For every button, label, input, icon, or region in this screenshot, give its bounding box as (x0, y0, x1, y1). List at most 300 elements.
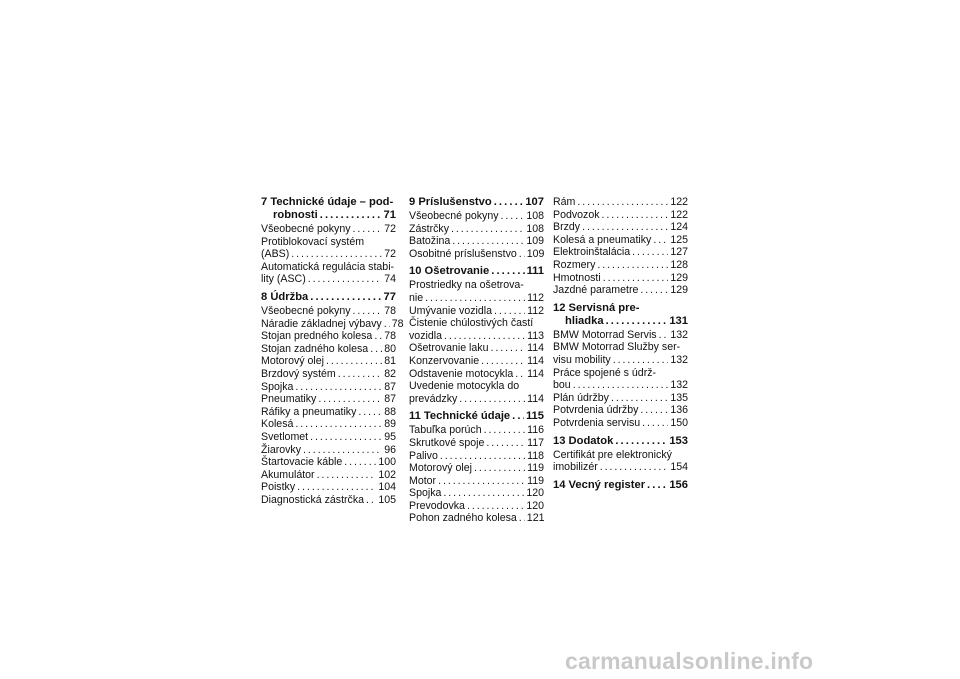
toc-entry[interactable] (261, 456, 396, 469)
dot-leader (384, 318, 390, 331)
toc-entry-title: Svetlomet (261, 430, 309, 443)
toc-entry[interactable] (553, 259, 688, 272)
dot-leader (308, 273, 382, 286)
dot-leader (425, 292, 525, 305)
dot-leader (615, 435, 667, 448)
dot-leader (494, 305, 525, 318)
toc-entry-title: Potvrdenia servisu (553, 416, 641, 429)
toc-entry-title-line: Protiblokovací systém (261, 235, 365, 248)
toc-entry-title: vozidla (409, 329, 442, 342)
dot-leader (310, 431, 382, 444)
toc-entry[interactable] (553, 417, 688, 430)
toc-entry-title: 8 Údržba (261, 290, 309, 303)
toc-entry-line (553, 246, 688, 259)
toc-entry[interactable] (261, 317, 404, 331)
toc-entry-line (261, 223, 396, 236)
toc-entry-line (553, 417, 688, 430)
dot-leader (344, 456, 376, 469)
toc-entry-title: Odstavenie motocykla (409, 367, 514, 380)
toc-entry-line (409, 210, 544, 223)
dot-leader (484, 424, 526, 437)
toc-entry-title: Spojka (261, 380, 294, 393)
toc-page-number: 89 (384, 418, 396, 431)
toc-page-number: 153 (669, 434, 688, 447)
dot-leader (491, 342, 526, 355)
toc-entry[interactable] (261, 431, 396, 444)
toc-entry-line (409, 235, 544, 248)
toc-entry[interactable] (261, 381, 396, 394)
toc-entry-line (553, 284, 688, 297)
toc-entry-line (553, 329, 688, 342)
dot-leader (647, 479, 667, 492)
dot-leader (582, 221, 668, 234)
toc-entry-line (409, 450, 544, 463)
toc-entry-title: Motorový olej (261, 355, 324, 368)
toc-page-number: 74 (384, 273, 396, 286)
toc-page-number: 127 (670, 246, 688, 259)
toc-chapter-entry[interactable] (261, 291, 396, 304)
toc-entry-title: Jazdné parametre (553, 284, 639, 297)
toc-entry-line (409, 305, 544, 318)
toc-page-number: 109 (526, 247, 545, 260)
dot-leader (467, 500, 524, 513)
dot-leader (459, 393, 525, 406)
toc-entry-title: Kolesá a pneumatiky (553, 233, 652, 246)
toc-page-number: 122 (670, 196, 688, 208)
toc-entry[interactable] (409, 210, 544, 223)
toc-entry-line (261, 305, 396, 318)
toc-entry-title: Všeobecné pokyny (409, 210, 499, 222)
dot-leader (481, 355, 525, 368)
toc-entry-line (261, 330, 396, 343)
toc-entry-line (409, 368, 544, 381)
toc-page-number: 109 (526, 235, 544, 248)
dot-leader (501, 210, 525, 223)
toc-page-number: 118 (527, 449, 544, 462)
toc-entry-line (409, 248, 544, 261)
dot-leader (613, 354, 669, 367)
toc-entry-line (261, 444, 396, 457)
toc-entry-title: Konzervovanie (409, 354, 480, 367)
toc-entry-line (553, 259, 688, 272)
toc-entry-title: hliadka (565, 314, 604, 327)
dot-leader (519, 512, 525, 525)
toc-entry-line (409, 342, 544, 355)
toc-entry-title: 11 Technické údaje (409, 410, 511, 423)
dot-leader (451, 223, 524, 236)
toc-entry-line (409, 462, 544, 475)
toc-entry-line (553, 315, 688, 328)
toc-page-number: 125 (670, 233, 688, 246)
toc-entry[interactable] (261, 355, 396, 368)
toc-entry[interactable] (261, 393, 396, 406)
toc-page-number: 78 (384, 304, 396, 317)
toc-entry-title: Prevodovka (409, 499, 465, 512)
toc-page-number: 112 (527, 304, 544, 317)
toc-entry[interactable] (409, 487, 544, 500)
toc-entry-title: Zástrčky (409, 222, 450, 235)
toc-entry-line (409, 292, 544, 305)
toc-page-number: 71 (383, 209, 396, 221)
toc-entry-line (261, 418, 396, 431)
toc-entry-line (261, 368, 396, 381)
dot-leader (606, 315, 668, 328)
toc-entry-line (409, 196, 544, 209)
toc-chapter-entry[interactable] (409, 265, 544, 278)
dot-leader (326, 355, 382, 368)
toc-entry-line (409, 393, 544, 406)
dot-leader (494, 196, 524, 209)
dot-leader (353, 305, 383, 318)
toc-entry-line (261, 456, 396, 469)
toc-entry-line (409, 265, 544, 278)
dot-leader (653, 234, 668, 247)
dot-leader (318, 393, 382, 406)
toc-page-number: 87 (384, 380, 396, 393)
toc-entry-line (553, 461, 688, 474)
dot-leader (366, 494, 376, 507)
dot-leader (438, 475, 525, 488)
toc-entry-line (409, 355, 544, 368)
toc-chapter-entry[interactable] (553, 479, 688, 492)
toc-entry-title: Všeobecné pokyny (261, 304, 351, 317)
toc-entry[interactable] (261, 406, 396, 419)
toc-entry-line (261, 393, 396, 406)
toc-page-number: 72 (384, 223, 396, 235)
toc-entry-title: Pneumatiky (261, 393, 317, 406)
toc-page-number: 96 (384, 443, 396, 456)
toc-entry-line (553, 354, 688, 367)
dot-leader (440, 450, 525, 463)
toc-entry-line (261, 494, 396, 507)
toc-chapter-entry[interactable] (409, 196, 544, 209)
toc-page-number: 129 (670, 271, 688, 284)
dot-leader (602, 209, 669, 222)
toc-page-number: 136 (670, 404, 688, 417)
toc-entry[interactable] (409, 512, 544, 525)
toc-entry-line (409, 475, 544, 488)
toc-page-number: 100 (378, 456, 396, 469)
toc-entry-title: Stojan predného kolesa (261, 330, 373, 343)
toc-entry-title-line: Prostriedky na ošetrova- (409, 279, 524, 292)
dot-leader (303, 444, 382, 457)
toc-entry-title: Rozmery (553, 258, 596, 271)
toc-entry-title-line: BMW Motorrad Služby ser- (553, 341, 681, 354)
toc-entry[interactable] (553, 341, 688, 366)
toc-entry[interactable] (261, 494, 396, 507)
toc-entry-line (409, 223, 544, 236)
toc-entry-title: Stojan zadného kolesa (261, 342, 369, 355)
toc-entry-title: robnosti (273, 209, 318, 221)
toc-entry-line (261, 248, 396, 261)
toc-entry-title: prevádzky (409, 392, 458, 405)
toc-entry-title: 14 Vecný register (553, 478, 646, 491)
toc-entry-title: Náradie základnej výbavy (261, 317, 382, 330)
toc-page-number: 131 (669, 314, 688, 327)
toc-entry-line (409, 487, 544, 500)
dot-leader (642, 417, 668, 430)
toc-entry-title-line: 7 Technické údaje – pod- (261, 196, 394, 208)
dot-leader (512, 410, 524, 423)
toc-entry[interactable] (553, 221, 688, 234)
toc-entry-title: Spojka (409, 487, 442, 500)
toc-entry[interactable] (553, 246, 688, 259)
toc-entry-line (553, 392, 688, 405)
toc-entry-line (261, 355, 396, 368)
toc-entry-title: bou (553, 379, 571, 392)
toc-entry[interactable] (553, 196, 688, 209)
toc-column-3 (553, 196, 688, 493)
dot-leader (310, 291, 381, 304)
toc-entry-title: Motorový olej (409, 462, 472, 475)
toc-entry-line (409, 437, 544, 450)
toc-entry[interactable] (409, 450, 544, 463)
toc-entry[interactable] (553, 404, 688, 417)
toc-entry[interactable] (409, 342, 544, 355)
toc-entry-line (553, 404, 688, 417)
toc-page-number: 114 (527, 367, 544, 380)
toc-chapter-entry[interactable] (261, 196, 396, 222)
toc-page-number: 105 (378, 493, 396, 506)
toc-page-number: 95 (384, 430, 396, 443)
toc-entry-title-line: Automatická regulácia stabi- (261, 260, 395, 273)
toc-entry-title: Skrutkové spoje (409, 436, 485, 449)
toc-entry-title: 9 Príslušenstvo (409, 196, 492, 208)
toc-entry[interactable] (553, 209, 688, 222)
dot-leader (317, 469, 377, 482)
toc-entry[interactable] (409, 424, 544, 437)
toc-page-number: 107 (525, 196, 544, 208)
toc-entry[interactable] (409, 279, 544, 304)
toc-entry-title: Elektroinštalácia (553, 246, 631, 259)
toc-page-number: 113 (527, 329, 544, 342)
toc-entry-title: Potvrdenia údržby (553, 404, 639, 417)
dot-leader (320, 209, 382, 222)
toc-entry-line (261, 209, 396, 222)
toc-page-number: 120 (526, 499, 544, 512)
toc-entry-title: Osobitné príslušenstvo (409, 247, 517, 260)
toc-entry-line (261, 381, 396, 394)
toc-entry-line (409, 500, 544, 513)
toc-page-number: 120 (526, 487, 544, 500)
toc-page-number: 80 (384, 342, 396, 355)
dot-leader (519, 248, 525, 261)
toc-entry-line (261, 343, 396, 356)
toc-entry-title-line: Čistenie chúlostivých častí (409, 317, 534, 330)
toc-page-number: 114 (527, 342, 544, 355)
toc-page-number: 156 (669, 478, 688, 491)
toc-entry[interactable] (409, 500, 544, 513)
toc-chapter-entry[interactable] (553, 302, 688, 328)
dot-leader (374, 330, 382, 343)
toc-entry[interactable] (261, 469, 396, 482)
dot-leader (295, 418, 382, 431)
dot-leader (640, 284, 668, 297)
toc-entry-title: BMW Motorrad Servis (553, 328, 657, 341)
toc-entry-title: nie (409, 291, 424, 304)
toc-page-number: 132 (670, 353, 688, 366)
toc-entry[interactable] (261, 444, 396, 457)
toc-page-number: 112 (527, 291, 544, 304)
toc-entry[interactable] (409, 355, 544, 368)
toc-entry-title: Palivo (409, 449, 438, 462)
toc-entry-line (553, 221, 688, 234)
toc-page-number: 81 (384, 355, 396, 368)
toc-chapter-entry[interactable] (553, 435, 688, 448)
toc-entry-line (261, 481, 396, 494)
toc-entry[interactable] (261, 481, 396, 494)
toc-entry[interactable] (409, 437, 544, 450)
toc-entry-line (261, 431, 396, 444)
toc-page-number: 129 (670, 284, 688, 297)
toc-chapter-entry[interactable] (409, 410, 544, 423)
dot-leader (486, 437, 525, 450)
toc-page-number: 128 (670, 258, 688, 271)
toc-entry-title: 13 Dodatok (553, 434, 614, 447)
toc-entry[interactable] (261, 236, 396, 261)
toc-entry[interactable] (261, 368, 396, 381)
toc-entry-title: Všeobecné pokyny (261, 223, 351, 235)
dot-leader (353, 223, 383, 236)
toc-entry[interactable] (409, 235, 544, 248)
toc-entry-title: (ABS) (261, 248, 290, 261)
toc-entry[interactable] (409, 305, 544, 318)
toc-entry[interactable] (409, 223, 544, 236)
toc-page-number: 102 (378, 468, 396, 481)
toc-entry[interactable] (261, 223, 396, 236)
toc-page-number: 114 (527, 354, 544, 367)
toc-entry-line (261, 291, 396, 304)
toc-entry-line (553, 379, 688, 392)
dot-leader (370, 343, 382, 356)
toc-entry-line (409, 410, 544, 423)
toc-entry-line (261, 406, 396, 419)
toc-entry-title: Rám (553, 196, 576, 208)
toc-entry-title: Brzdy (553, 221, 581, 234)
toc-entry-title: Akumulátor (261, 468, 315, 481)
toc-page-number: 117 (527, 436, 544, 449)
toc-entry-title: Diagnostická zástrčka (261, 493, 365, 506)
toc-entry-title: Umývanie vozidla (409, 304, 493, 317)
toc-page-number: 108 (526, 222, 544, 235)
toc-entry[interactable] (409, 475, 544, 488)
toc-entry-line (553, 435, 688, 448)
toc-entry-title: Motor (409, 474, 437, 487)
toc-page-number: 114 (527, 392, 544, 405)
toc-entry-line (409, 424, 544, 437)
toc-entry[interactable] (409, 462, 544, 475)
toc-entry[interactable] (409, 368, 544, 381)
dot-leader (640, 404, 668, 417)
toc-entry[interactable] (261, 330, 396, 343)
toc-page-number: 121 (526, 512, 545, 525)
toc-entry-title: imobilizér (553, 461, 598, 474)
toc-entry-title: Kolesá (261, 418, 294, 431)
toc-page-number: 119 (527, 474, 544, 487)
dot-leader (297, 481, 376, 494)
toc-entry-line (553, 209, 688, 222)
toc-entry-line (261, 273, 396, 286)
toc-entry-title-line: Práce spojené s údrž- (553, 366, 657, 379)
toc-entry[interactable] (553, 449, 688, 474)
dot-leader (338, 368, 382, 381)
toc-page-number: 82 (384, 367, 396, 380)
toc-page-number: 87 (384, 393, 396, 406)
toc-page-number: 108 (526, 210, 544, 222)
dot-leader (474, 462, 525, 475)
toc-page-number: 124 (670, 221, 688, 234)
dot-leader (603, 272, 669, 285)
toc-entry[interactable] (409, 317, 544, 342)
dot-leader (491, 265, 524, 278)
toc-entry-title: Žiarovky (261, 443, 302, 456)
toc-entry-title-line: 12 Servisná pre- (553, 301, 640, 314)
toc-page-number: 104 (378, 481, 396, 494)
toc-entry[interactable] (553, 284, 688, 297)
toc-entry[interactable] (261, 418, 396, 431)
watermark-text: carmanualsonline.info (565, 648, 814, 674)
toc-entry[interactable] (553, 329, 688, 342)
toc-entry-line (553, 196, 688, 209)
toc-page-number: 154 (670, 461, 688, 474)
toc-entry-title: Pohon zadného kolesa (409, 512, 517, 525)
toc-entry-title: Brzdový systém (261, 367, 336, 380)
toc-entry-title: Ráfiky a pneumatiky (261, 405, 357, 418)
toc-entry-line (553, 479, 688, 492)
toc-entry-title: Podvozok (553, 208, 600, 221)
toc-entry-line (553, 234, 688, 247)
toc-entry-line (261, 469, 396, 482)
toc-entry[interactable] (553, 367, 688, 392)
toc-entry-title: Poistky (261, 481, 296, 494)
toc-page-number: 132 (670, 379, 688, 392)
toc-entry-title: 10 Ošetrovanie (409, 265, 490, 278)
toc-entry[interactable] (409, 248, 544, 261)
toc-page-number: 77 (383, 290, 396, 303)
dot-leader (291, 248, 382, 261)
dot-leader (659, 329, 669, 342)
toc-entry-title: Plán údržby (553, 391, 609, 404)
toc-entry-title: Štartovacie káble (261, 456, 343, 469)
toc-entry-title: Ošetrovanie laku (409, 342, 489, 355)
toc-entry-line (553, 272, 688, 285)
toc-column-2 (409, 196, 544, 525)
toc-column-1 (261, 196, 404, 506)
toc-page-number: 78 (391, 317, 404, 330)
toc-entry-title: Hmotnosti (553, 271, 601, 284)
toc-entry[interactable] (553, 234, 688, 247)
dot-leader (444, 330, 525, 343)
toc-page-number: 135 (670, 391, 688, 404)
toc-entry[interactable] (409, 380, 544, 405)
dot-leader (443, 487, 524, 500)
toc-entry[interactable] (261, 261, 396, 286)
dot-leader (632, 246, 668, 259)
toc-page-number: 111 (526, 265, 544, 278)
toc-entry[interactable] (553, 272, 688, 285)
toc-entry-title: Tabuľka porúch (409, 424, 482, 437)
toc-page-number: 72 (384, 248, 396, 261)
dot-leader (597, 259, 668, 272)
toc-page-number: 115 (525, 410, 544, 423)
dot-leader (358, 406, 382, 419)
toc-page-number: 150 (670, 416, 688, 429)
toc-entry-line (261, 317, 404, 331)
toc-entry[interactable] (261, 305, 396, 318)
toc-entry[interactable] (261, 343, 396, 356)
toc-entry[interactable] (553, 392, 688, 405)
toc-page-number: 132 (670, 328, 688, 341)
